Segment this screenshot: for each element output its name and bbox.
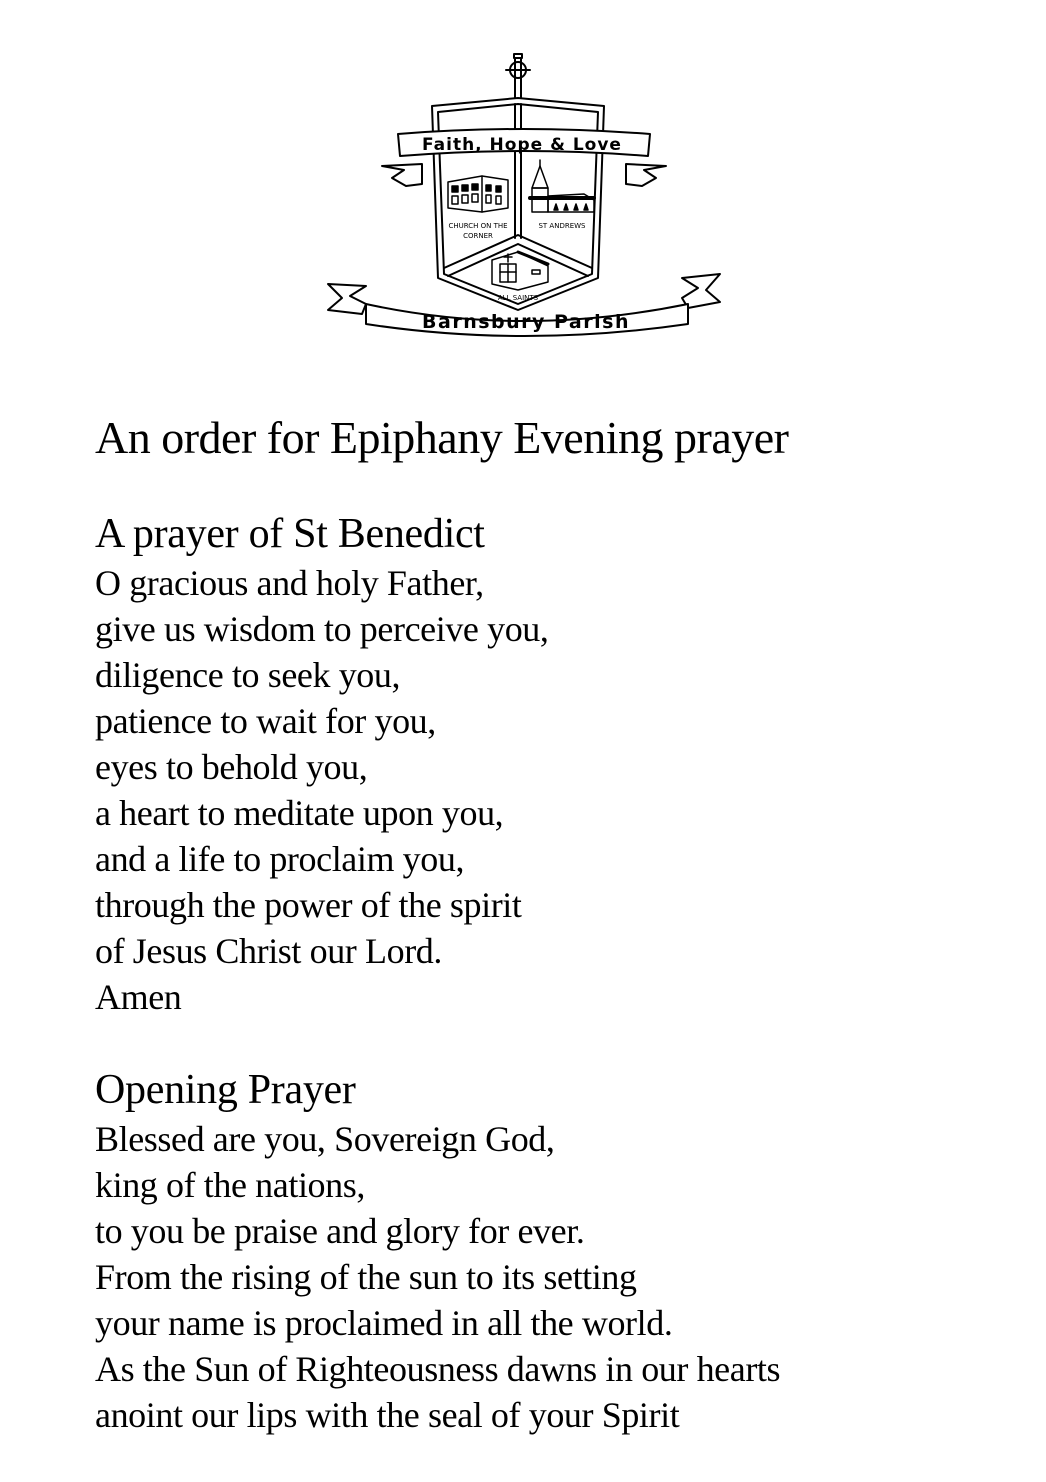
prayer-line: through the power of the spirit xyxy=(95,885,522,925)
prayer-line: a heart to meditate upon you, xyxy=(95,793,504,833)
prayer-line: and a life to proclaim you, xyxy=(95,839,465,879)
celtic-cross-icon xyxy=(506,54,530,98)
prayer-line: anoint our lips with the seal of your Spirit xyxy=(95,1395,680,1435)
prayer-line: patience to wait for you, xyxy=(95,701,436,741)
prayer-line: As the Sun of Righteousness dawns in our hearts xyxy=(95,1349,781,1389)
prayer-line: Blessed are you, Sovereign God, xyxy=(95,1119,555,1159)
prayer-line: to you be praise and glory for ever. xyxy=(95,1211,585,1251)
church-on-the-corner-icon xyxy=(448,176,508,212)
all-saints-church-icon xyxy=(492,252,548,290)
motto-text: Faith, Hope & Love xyxy=(422,135,622,155)
st-andrews-church-icon xyxy=(530,160,594,212)
prayer-line: eyes to behold you, xyxy=(95,747,368,787)
prayer-line: give us wisdom to perceive you, xyxy=(95,609,549,649)
prayer-line-amen: Amen xyxy=(95,977,182,1017)
prayer-line: From the rising of the sun to its setting xyxy=(95,1257,637,1297)
section-prayer-of-st-benedict xyxy=(95,508,995,1020)
panel-label-church-on-the-corner-2: CORNER xyxy=(463,232,493,240)
prayer-line: your name is proclaimed in all the world. xyxy=(95,1303,673,1343)
prayer-line: O gracious and holy Father, xyxy=(95,563,484,603)
prayer-line: diligence to seek you, xyxy=(95,655,401,695)
section-title: Opening Prayer xyxy=(95,1067,356,1113)
prayer-line: king of the nations, xyxy=(95,1165,365,1205)
panel-label-all-saints: ALL SAINTS xyxy=(497,294,539,302)
parish-name-banner xyxy=(328,274,720,336)
document-body xyxy=(95,404,995,1482)
motto-banner xyxy=(382,129,666,186)
panel-label-church-on-the-corner-1: CHURCH ON THE xyxy=(448,222,508,230)
section-title: A prayer of St Benedict xyxy=(95,511,485,557)
parish-crest-logo xyxy=(322,48,726,340)
prayer-line: of Jesus Christ our Lord. xyxy=(95,931,442,971)
section-opening-prayer xyxy=(95,1064,995,1438)
panel-label-st-andrews: ST ANDREWS xyxy=(538,222,586,230)
parish-name-text: Barnsbury Parish xyxy=(422,311,630,333)
document-title: An order for Epiphany Evening prayer xyxy=(95,412,789,463)
